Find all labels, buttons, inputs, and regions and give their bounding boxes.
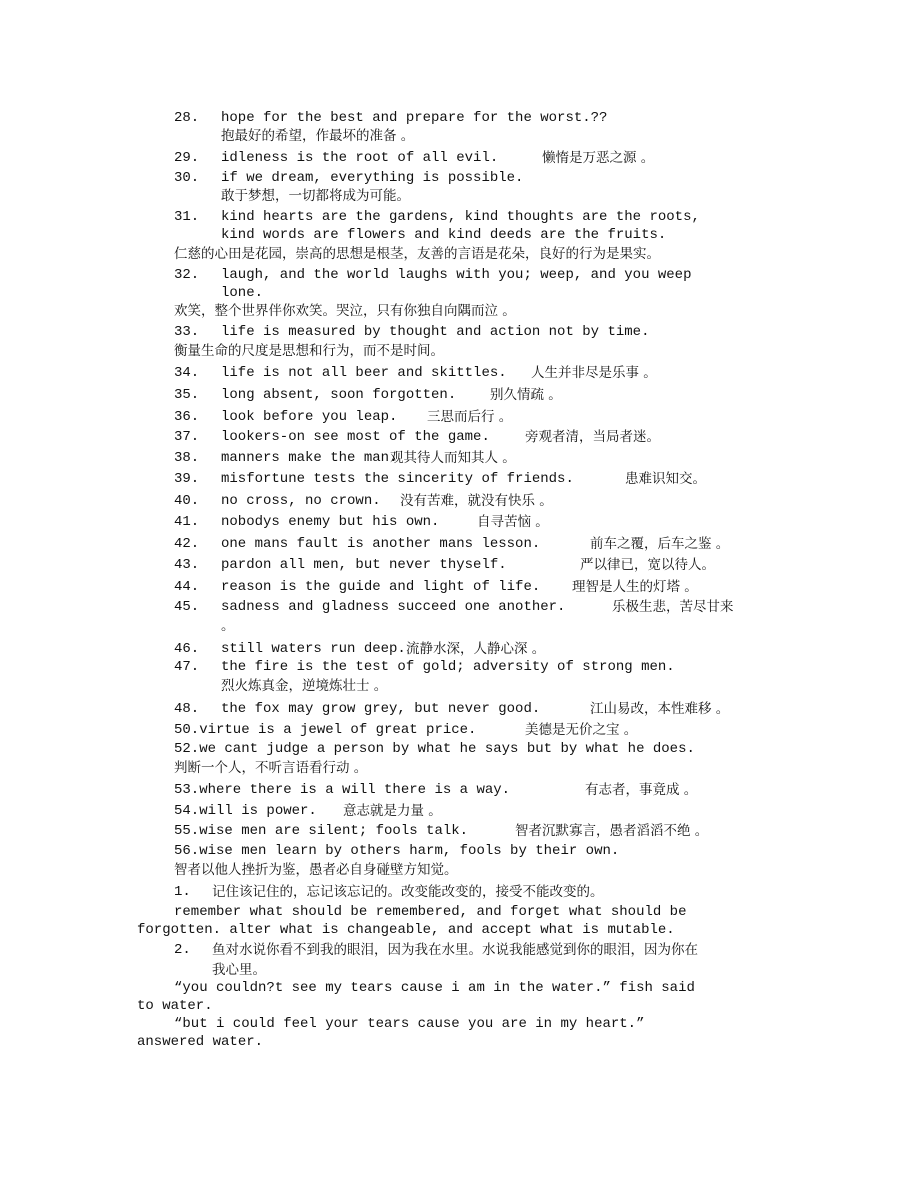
item-number: 40.: [174, 493, 200, 509]
item-english: 53.where there is a will there is a way.: [174, 782, 511, 798]
item-english: misfortune tests the sincerity of friends.: [221, 471, 574, 487]
item-chinese: 智者以他人挫折为鉴，愚者必自身碰壁方知觉。: [174, 862, 458, 878]
item-chinese: 烈火炼真金，逆境炼壮士 。: [221, 678, 388, 694]
item-number: 44.: [174, 579, 200, 595]
item-number: 41.: [174, 514, 200, 530]
item-english: pardon all men, but never thyself.: [221, 557, 507, 573]
item-chinese-cont: 我心里。: [212, 962, 266, 978]
item-number: 28.: [174, 110, 200, 126]
item-english: life is measured by thought and action not by time.: [221, 324, 650, 340]
item-number: 43.: [174, 557, 200, 573]
item-english: remember what should be remembered, and forget what should be: [174, 904, 687, 920]
item-chinese: 自寻苦恼 。: [477, 514, 549, 530]
item-english: 56.wise men learn by others harm, fools by their own.: [174, 843, 620, 859]
item-number: 36.: [174, 409, 200, 425]
item-english: nobodys enemy but his own.: [221, 514, 440, 530]
item-english: 50.virtue is a jewel of great price.: [174, 722, 477, 738]
item-english: long absent, soon forgotten.: [221, 387, 457, 403]
item-english: lookers-on see most of the game.: [221, 429, 490, 445]
item-number: 34.: [174, 365, 200, 381]
item-chinese: 记住该记住的，忘记该忘记的。改变能改变的，接受不能改变的。: [212, 884, 604, 900]
item-english: the fire is the test of gold; adversity of strong men.: [221, 659, 675, 675]
item-english: look before you leap.: [221, 409, 398, 425]
item-english: sadness and gladness succeed one another.: [221, 599, 566, 615]
item-chinese: 智者沉默寡言，愚者滔滔不绝 。: [515, 823, 709, 839]
item-chinese: 严以律已，宽以待人。: [580, 557, 715, 573]
item-chinese: 观其待人而知其人 。: [390, 450, 516, 466]
item-chinese: 旁观者清，当局者迷。: [525, 429, 660, 445]
item-english: “but i could feel your tears cause you are in my heart.”: [174, 1016, 645, 1032]
item-english-cont: answered water.: [137, 1034, 264, 1050]
item-english: if we dream, everything is possible.: [221, 170, 524, 186]
item-english: idleness is the root of all evil.: [221, 150, 499, 166]
item-english-cont: lone.: [221, 285, 264, 301]
item-chinese: 江山易改，本性难移 。: [590, 701, 730, 717]
item-chinese: 流静水深，人静心深 。: [406, 641, 546, 657]
item-chinese: 三思而后行 。: [427, 409, 513, 425]
item-chinese: 人生并非尽是乐事 。: [531, 365, 657, 381]
item-english: one mans fault is another mans lesson.: [221, 536, 541, 552]
item-chinese: 患难识知交。: [625, 471, 706, 487]
item-number: 47.: [174, 659, 200, 675]
item-chinese: 欢笑，整个世界伴你欢笑。哭泣，只有你独自向隅而泣 。: [174, 303, 516, 319]
item-chinese: 乐极生悲，苦尽甘来: [612, 599, 734, 615]
item-number: 42.: [174, 536, 200, 552]
item-english-cont: forgotten. alter what is changeable, and accept what is mutable.: [137, 922, 675, 938]
item-english: kind hearts are the gardens, kind thoughts are the roots,: [221, 209, 700, 225]
item-number: 2.: [174, 942, 191, 958]
item-english: 52.we cant judge a person by what he says but by what he does.: [174, 741, 695, 757]
item-number: 37.: [174, 429, 200, 445]
item-chinese: 有志者，事竟成 。: [585, 782, 698, 798]
item-chinese: 别久情疏 。: [490, 387, 562, 403]
item-english: “you couldn?t see my tears cause i am in the water.” fish said: [174, 980, 695, 996]
item-chinese-cont: 。: [221, 618, 235, 634]
item-number: 32.: [174, 267, 200, 283]
item-english-cont: to water.: [137, 998, 213, 1014]
item-number: 29.: [174, 150, 200, 166]
item-chinese: 美德是无价之宝 。: [525, 722, 638, 738]
item-chinese: 鱼对水说你看不到我的眼泪，因为我在水里。水说我能感觉到你的眼泪，因为你在: [212, 942, 698, 958]
item-number: 45.: [174, 599, 200, 615]
item-english: laugh, and the world laughs with you; weep, and you weep: [221, 267, 692, 283]
item-chinese: 敢于梦想，一切都将成为可能。: [221, 188, 410, 204]
item-english: hope for the best and prepare for the worst.??: [221, 110, 608, 126]
item-english: the fox may grow grey, but never good.: [221, 701, 541, 717]
item-chinese: 抱最好的希望，作最坏的准备 。: [221, 128, 415, 144]
item-chinese: 判断一个人，不听言语看行动 。: [174, 760, 368, 776]
item-number: 48.: [174, 701, 200, 717]
item-chinese: 理智是人生的灯塔 。: [572, 579, 698, 595]
item-chinese: 衡量生命的尺度是思想和行为，而不是时间。: [174, 343, 444, 359]
item-chinese: 懒惰是万恶之源 。: [542, 150, 655, 166]
item-chinese: 前车之覆，后车之鉴 。: [590, 536, 730, 552]
item-number: 31.: [174, 209, 200, 225]
item-number: 33.: [174, 324, 200, 340]
item-english: 55.wise men are silent; fools talk.: [174, 823, 469, 839]
item-number: 39.: [174, 471, 200, 487]
item-number: 30.: [174, 170, 200, 186]
item-english: life is not all beer and skittles.: [221, 365, 507, 381]
item-english-cont: kind words are flowers and kind deeds are the fruits.: [221, 227, 667, 243]
item-english: no cross, no crown.: [221, 493, 381, 509]
item-english: still waters run deep.: [221, 641, 406, 657]
item-english: 54.will is power.: [174, 803, 317, 819]
item-english: reason is the guide and light of life.: [221, 579, 541, 595]
item-chinese: 仁慈的心田是花园，崇高的思想是根茎，友善的言语是花朵，良好的行为是果实。: [174, 246, 660, 262]
item-number: 46.: [174, 641, 200, 657]
item-number: 35.: [174, 387, 200, 403]
item-chinese: 意志就是力量 。: [343, 803, 442, 819]
item-number: 38.: [174, 450, 200, 466]
item-chinese: 没有苦难，就没有快乐 。: [400, 493, 553, 509]
item-english: manners make the man.: [221, 450, 398, 466]
item-number: 1.: [174, 884, 191, 900]
